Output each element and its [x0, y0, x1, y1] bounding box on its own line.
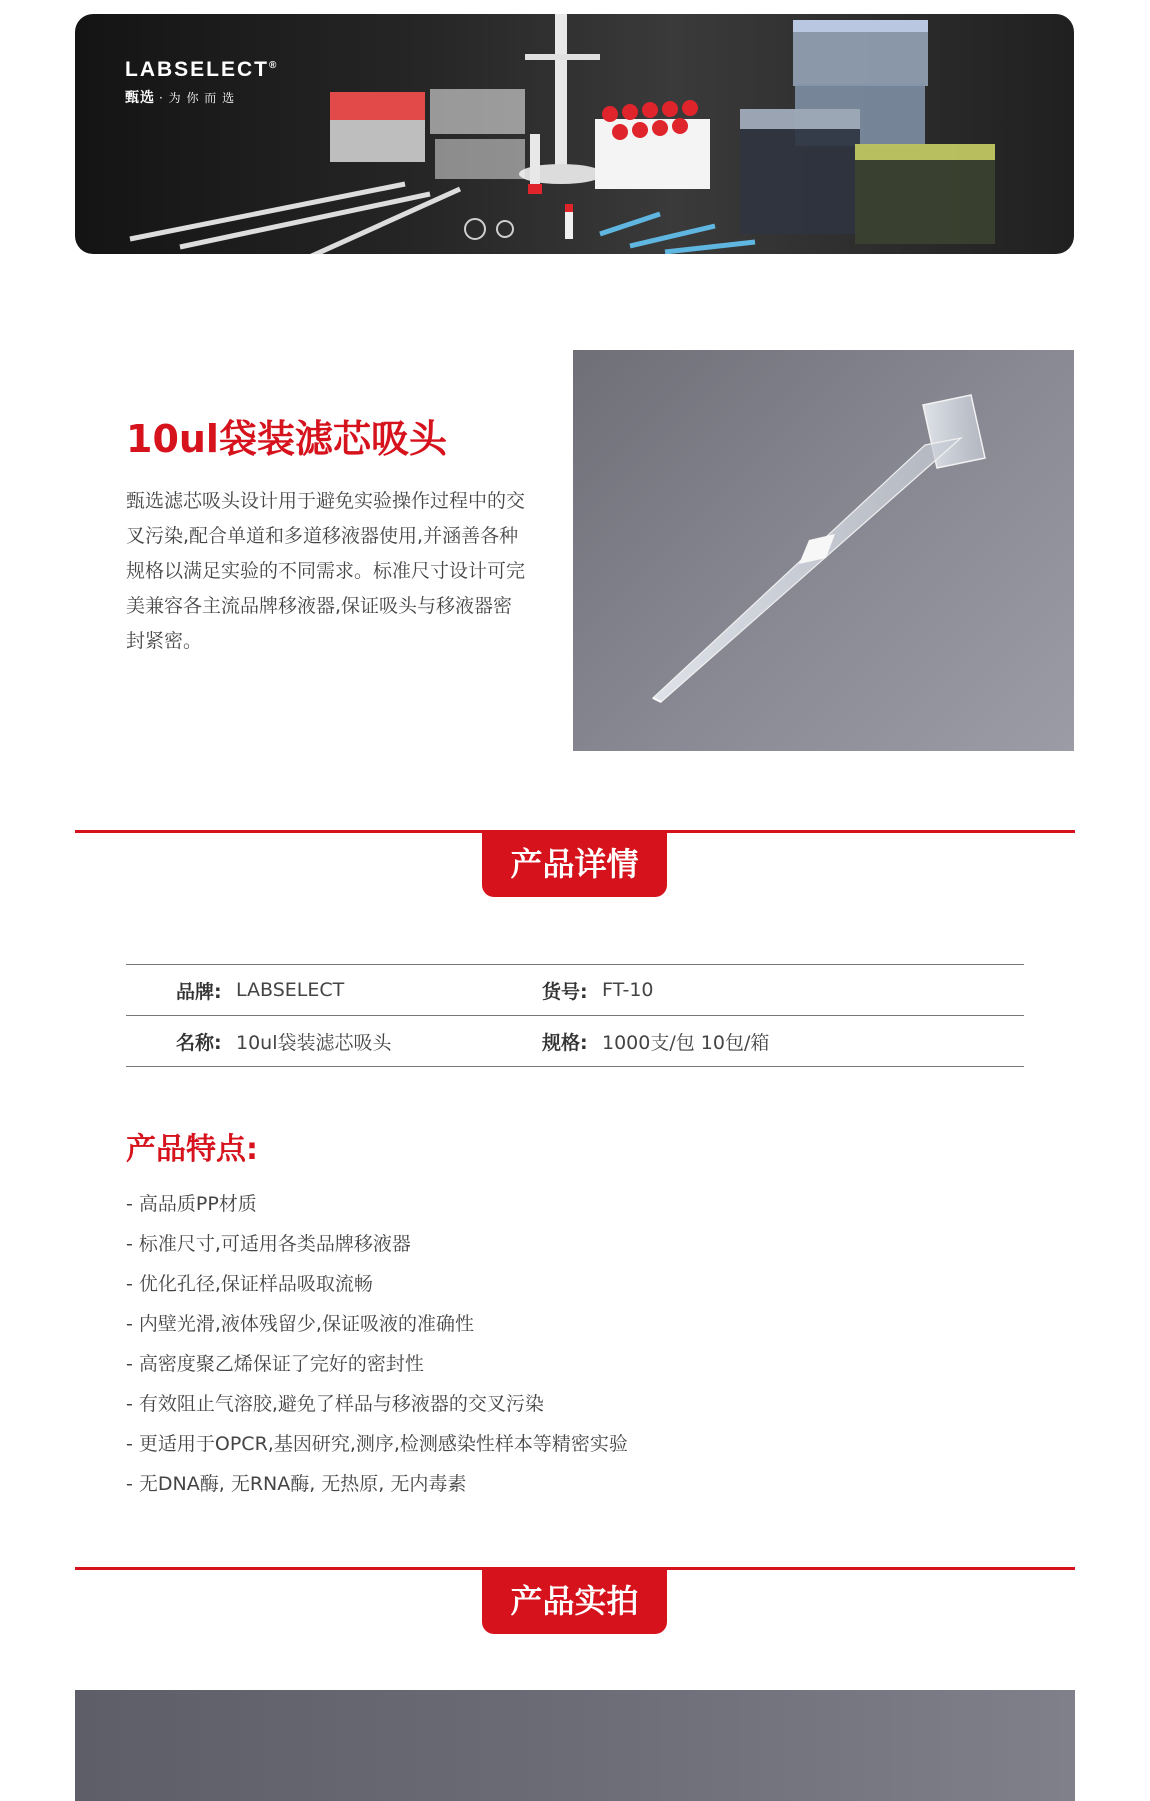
- pipette-tip-image: [573, 350, 1074, 751]
- brand-value: LABSELECT: [236, 979, 345, 1001]
- spec-table: [126, 964, 1024, 1067]
- gallery-photo: [75, 1690, 1075, 1801]
- sku-value: FT-10: [602, 979, 654, 1001]
- hero-banner: [75, 14, 1074, 254]
- section-header-details: 产品详情: [482, 833, 667, 897]
- name-label: 名称:: [176, 1031, 222, 1054]
- spec-label: 规格:: [542, 1031, 588, 1054]
- list-item: - 内壁光滑,液体残留少,保证吸液的准确性: [126, 1313, 474, 1335]
- list-item: - 标准尺寸,可适用各类品牌移液器: [126, 1233, 411, 1255]
- name-value: 10ul袋装滤芯吸头: [236, 1031, 392, 1054]
- brand-slogan: [125, 87, 235, 107]
- list-item: - 优化孔径,保证样品吸取流畅: [126, 1273, 373, 1295]
- brand-logo-text: LABSELECT: [125, 58, 269, 81]
- brand-slogan-text: · 为 你 而 选: [159, 91, 236, 105]
- sku-label: 货号:: [542, 980, 588, 1003]
- lab-products-illustration: [75, 14, 1074, 254]
- product-description: 甄选滤芯吸头设计用于避免实验操作过程中的交叉污染,配合单道和多道移液器使用,并涵善各种规格以满足实验的不同需求。标准尺寸设计可完美兼容各主流品牌移液器,保证吸头与移液器密封紧密。: [126, 490, 526, 652]
- list-item: - 高品质PP材质: [126, 1193, 257, 1215]
- list-item: - 更适用于OPCR,基因研究,测序,检测感染性样本等精密实验: [126, 1433, 628, 1455]
- registered-mark: ®: [269, 60, 279, 71]
- features-list: [126, 1184, 1026, 1504]
- list-item: - 有效阻止气溶胶,避免了样品与移液器的交叉污染: [126, 1393, 544, 1415]
- product-photo: [573, 350, 1074, 751]
- spec-value: 1000支/包 10包/箱: [602, 1031, 770, 1054]
- table-row: [126, 965, 1024, 1016]
- features-title: 产品特点:: [126, 1132, 258, 1167]
- brand-label: 品牌:: [176, 980, 222, 1003]
- product-title: 10ul袋装滤芯吸头: [126, 417, 447, 461]
- list-item: - 无DNA酶, 无RNA酶, 无热原, 无内毒素: [126, 1473, 467, 1495]
- section-header-photos: 产品实拍: [482, 1570, 667, 1634]
- brand-cn-name: 甄选: [125, 90, 155, 106]
- brand-logo: [125, 58, 278, 82]
- table-row: [126, 1016, 1024, 1067]
- list-item: - 高密度聚乙烯保证了完好的密封性: [126, 1353, 424, 1375]
